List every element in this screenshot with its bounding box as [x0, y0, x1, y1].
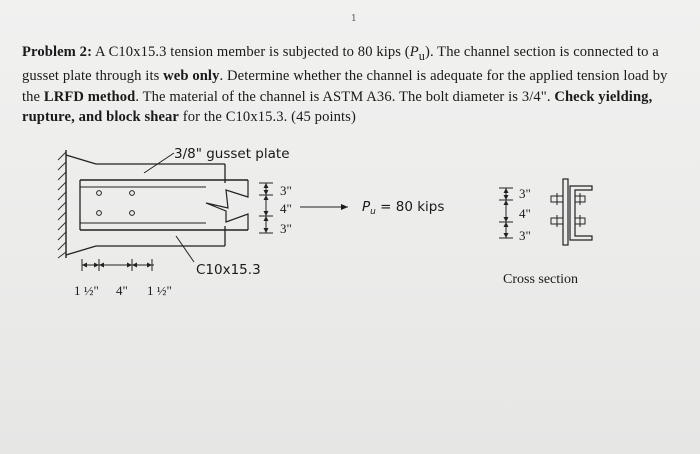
gusset-plate-label: 3/8" gusset plate: [174, 146, 290, 162]
load-value: = 80 kips: [375, 199, 445, 215]
support-wall: [58, 150, 66, 258]
gauge-top: 3": [280, 183, 292, 198]
check-phrase: Check yielding, rupture, and block shear: [22, 88, 653, 126]
bolt-hole: [97, 191, 102, 196]
edge-distance-2: 1 ½": [147, 283, 172, 298]
channel-label: C10x15.3: [196, 262, 261, 278]
cs-gauge-middle: 4": [519, 206, 531, 221]
break-line: [206, 180, 248, 230]
bolt-holes: [97, 191, 135, 216]
gusset-plate: [66, 155, 225, 255]
cs-channel: [570, 186, 592, 240]
channel-leader-line: [176, 236, 194, 262]
pu-subscript: u: [418, 48, 425, 63]
cross-section-dimension: [499, 188, 513, 238]
bolt-hole: [130, 191, 135, 196]
cross-section-label: Cross section: [503, 272, 579, 287]
page-marker: 1: [351, 14, 357, 24]
load-symbol: P: [362, 199, 371, 215]
gauge-bottom: 3": [280, 221, 292, 236]
edge-distance-1: 1 ½": [74, 283, 99, 298]
bolt-hole: [97, 211, 102, 216]
problem-label: Problem 2:: [22, 44, 93, 60]
lrfd-method-phrase: LRFD method: [43, 88, 136, 105]
cs-gusset-plate: [563, 179, 568, 245]
gusset-leader-line: [144, 153, 174, 173]
gauge-dimension: [259, 183, 273, 233]
channel-member: [80, 180, 248, 230]
problem-text-3: . Determine whether the channel is adequate for the applied tension load by the: [22, 68, 668, 105]
cs-gauge-top: 3": [519, 186, 531, 201]
pu-symbol: P: [409, 44, 419, 60]
bolt-hole: [130, 211, 135, 216]
problem-text-5: for the C10x15.3. (45 points): [179, 109, 356, 126]
cs-gauge-bottom: 3": [519, 228, 531, 243]
web-only-phrase: web only: [163, 68, 220, 85]
bolt-spacing-dimension: [82, 259, 154, 271]
load-label: [362, 199, 444, 217]
cross-section: [551, 179, 592, 245]
load-subscript: u: [370, 207, 376, 217]
bolt-spacing-value: 4": [116, 283, 128, 298]
problem-text-1: A C10x15.3 tension member is subjected to 80 kips (: [92, 44, 410, 60]
problem-text-2: ). The channel section is connected to a gusset plate through its: [22, 44, 659, 85]
gauge-middle: 4": [280, 201, 292, 216]
problem-text-4: . The material of the channel is ASTM A36. The bolt diameter is 3/4".: [135, 88, 555, 105]
